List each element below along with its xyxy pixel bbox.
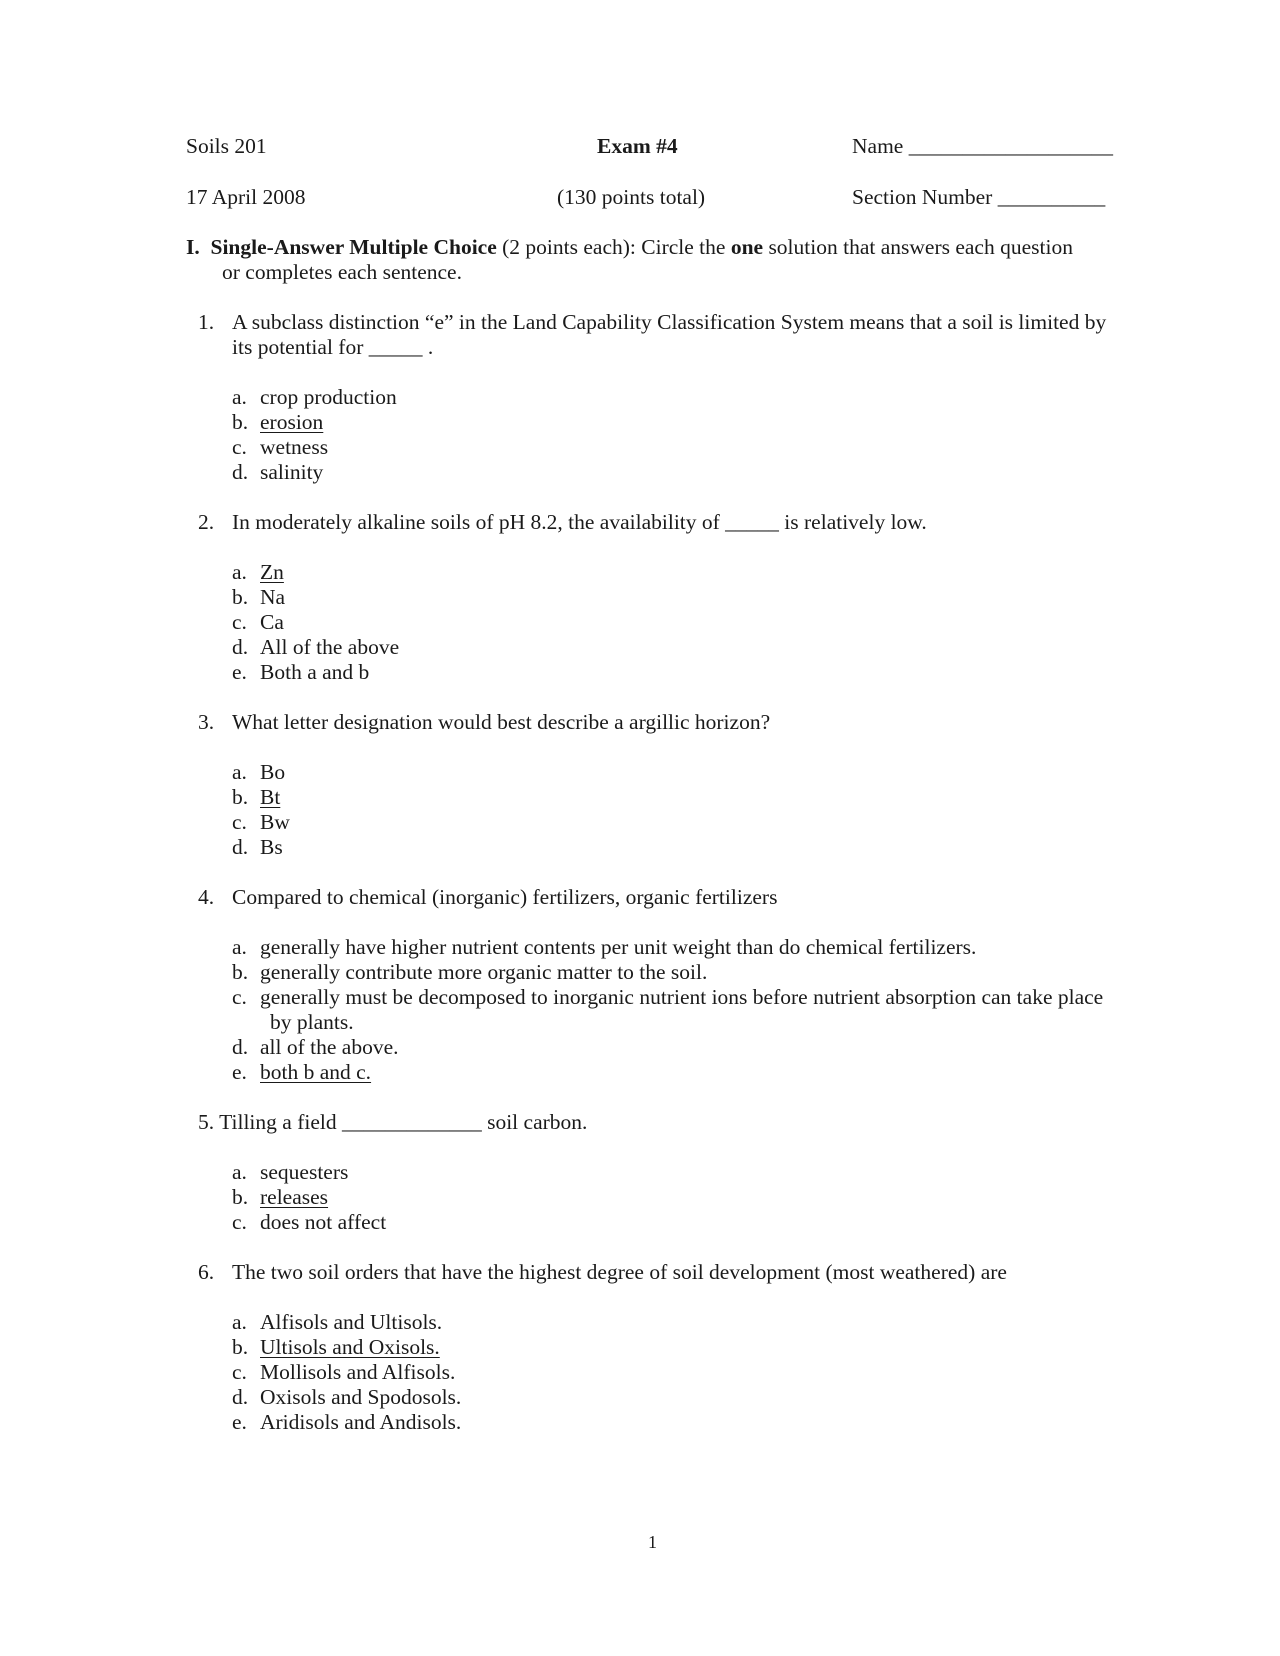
question-number: 4. — [198, 885, 215, 909]
section-title: Single-Answer Multiple Choice — [210, 235, 497, 259]
section-instruction-end: solution that answers each question — [768, 235, 1073, 259]
question-4 — [198, 885, 777, 910]
question-number: 5. — [198, 1110, 215, 1134]
question-text: What letter designation would best describe a argillic horizon? — [232, 710, 771, 734]
question-6 — [198, 1260, 1007, 1285]
option-1a[interactable]: a. crop production — [232, 385, 397, 409]
option-1c[interactable]: c. wetness — [232, 435, 329, 459]
section-instructions — [186, 235, 1073, 260]
exam-date: 17 April 2008 — [186, 185, 306, 209]
course-name: Soils 201 — [186, 134, 267, 158]
option-2c[interactable]: c. Ca — [232, 610, 284, 634]
question-2 — [198, 510, 927, 535]
option-2e[interactable]: e. Both a and b — [232, 660, 370, 684]
option-3a[interactable]: a. Bo — [232, 760, 286, 784]
option-4c[interactable]: c. generally must be decomposed to inorganic nutrient ions before nutrient absorption can take place — [232, 985, 1104, 1009]
question-number: 3. — [198, 710, 215, 734]
option-2d[interactable]: d. All of the above — [232, 635, 400, 659]
option-6b[interactable]: b. Ultisols and Oxisols. — [232, 1335, 440, 1359]
question-number: 6. — [198, 1260, 215, 1284]
option-5a[interactable]: a. sequesters — [232, 1160, 349, 1184]
section-instruction-line2: or completes each sentence. — [222, 260, 462, 284]
question-number: 2. — [198, 510, 215, 534]
points-total: (130 points total) — [557, 185, 706, 209]
section-one-emphasis: one — [730, 235, 764, 259]
question-number: 1. — [198, 310, 215, 334]
option-6d[interactable]: d. Oxisols and Spodosols. — [232, 1385, 462, 1409]
question-1 — [198, 310, 1106, 335]
option-4b[interactable]: b. generally contribute more organic matter to the soil. — [232, 960, 708, 984]
question-text: The two soil orders that have the highest degree of soil development (most weathered) are — [232, 1260, 1007, 1284]
option-4e[interactable]: e. both b and c. — [232, 1060, 372, 1084]
exam-title: Exam #4 — [597, 134, 678, 158]
question-1-cont: its potential for _____ . — [232, 335, 434, 359]
option-3d[interactable]: d. Bs — [232, 835, 283, 859]
question-3 — [198, 710, 770, 735]
option-2a[interactable]: a. Zn — [232, 560, 284, 584]
option-1b[interactable]: b. erosion — [232, 410, 324, 434]
option-4c-cont: by plants. — [270, 1010, 354, 1034]
question-text: In moderately alkaline soils of pH 8.2, the availability of _____ is relatively low. — [232, 510, 927, 534]
question-text: Compared to chemical (inorganic) fertilizers, organic fertilizers — [232, 885, 778, 909]
option-5c[interactable]: c. does not affect — [232, 1210, 387, 1234]
option-6a[interactable]: a. Alfisols and Ultisols. — [232, 1310, 443, 1334]
option-3c[interactable]: c. Bw — [232, 810, 290, 834]
section-points: (2 points each): Circle the — [502, 235, 726, 259]
option-4d[interactable]: d. all of the above. — [232, 1035, 399, 1059]
option-5b[interactable]: b. releases — [232, 1185, 329, 1209]
section-numeral: I. — [186, 235, 200, 259]
option-2b[interactable]: b. Na — [232, 585, 286, 609]
question-text: A subclass distinction “e” in the Land Capability Classification System means that a soil is limited by — [232, 310, 1107, 334]
option-1d[interactable]: d. salinity — [232, 460, 324, 484]
option-3b[interactable]: b. Bt — [232, 785, 281, 809]
section-number-field: Section Number __________ — [852, 185, 1106, 209]
name-field: Name ___________________ — [852, 134, 1113, 158]
option-6c[interactable]: c. Mollisols and Alfisols. — [232, 1360, 456, 1384]
option-6e[interactable]: e. Aridisols and Andisols. — [232, 1410, 462, 1434]
option-4a[interactable]: a. generally have higher nutrient contents per unit weight than do chemical fertilizers. — [232, 935, 977, 959]
question-text: Tilling a field _____________ soil carbon. — [219, 1110, 588, 1134]
page-number: 1 — [648, 1532, 657, 1552]
question-5 — [198, 1110, 587, 1135]
